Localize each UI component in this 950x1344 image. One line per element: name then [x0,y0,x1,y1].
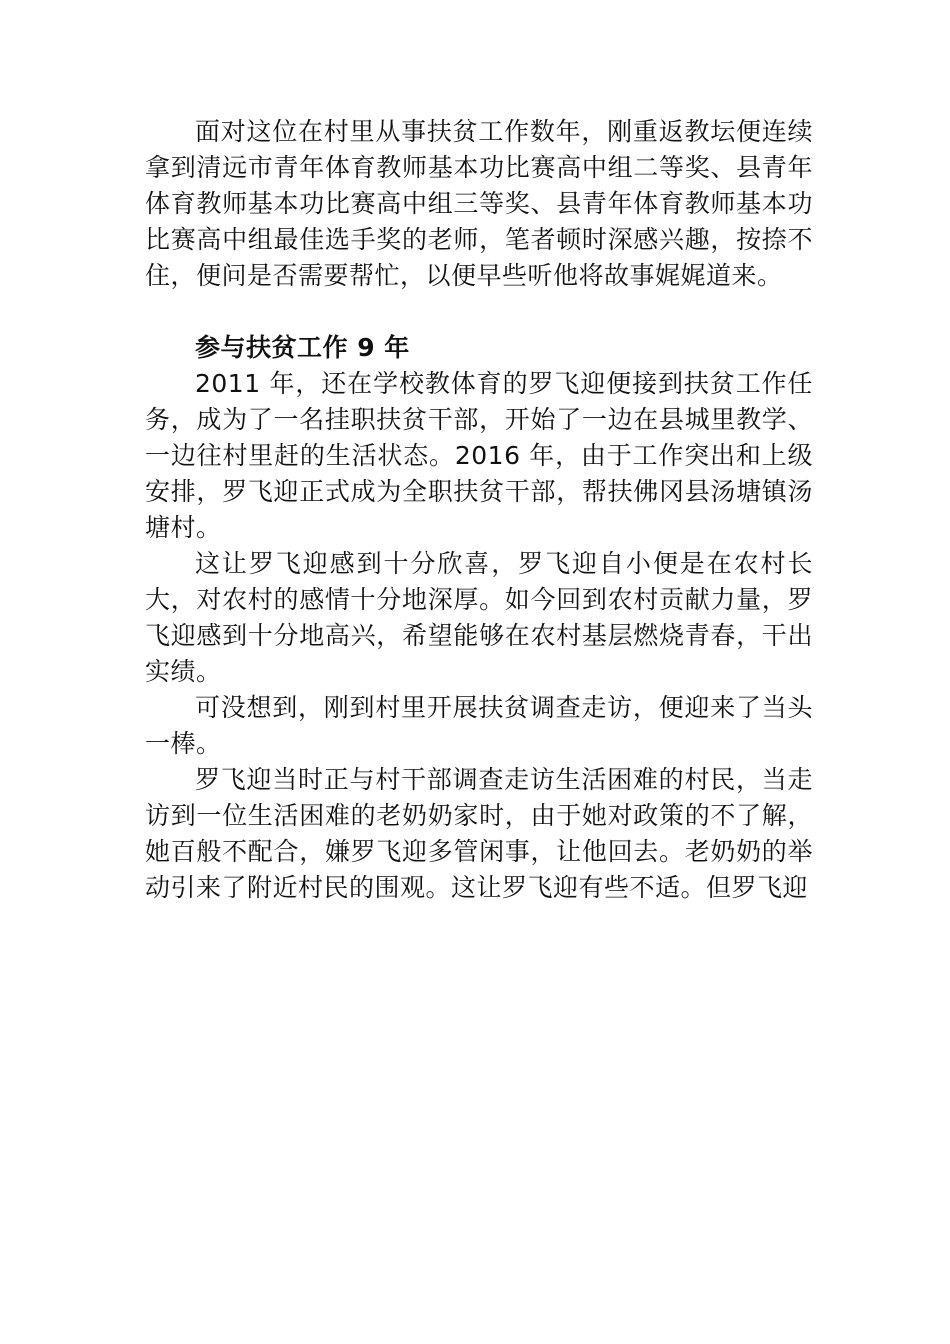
section-heading: 参与扶贫工作 9 年 [195,333,410,362]
paragraph-1: 2011 年，还在学校教体育的罗飞迎便接到扶贫工作任务，成为了一名挂职扶贫干部，开始了一边在县城里教学、一边往村里赶的生活状态。2016 年，由于工作突出和上级安排，罗飞迎正式成为全职扶贫干部，帮扶佛冈县汤塘镇汤塘村。 [145,369,813,542]
paragraph-4: 罗飞迎当时正与村干部调查走访生活困难的村民，当走访到一位生活困难的老奶奶家时，由于她对政策的不了解， 她百般不配合，嫌罗飞迎多管闲事，让他回去。老奶奶的举动引来了附近村民的围观。这让罗飞迎有些不适。但罗飞迎 [145,765,813,902]
paragraph-2: 这让罗飞迎感到十分欣喜，罗飞迎自小便是在农村长大，对农村的感情十分地深厚。如今回到农村贡献力量，罗飞迎感到十分地高兴，希望能够在农村基层燃烧青春，干出实绩。 [145,549,813,686]
document-page [145,114,813,906]
paragraph-3: 可没想到，刚到村里开展扶贫调查走访，便迎来了当头一棒。 [145,693,813,758]
intro-paragraph: 面对这位在村里从事扶贫工作数年，刚重返教坛便连续拿到清远市青年体育教师基本功比赛高中组二等奖、县青年体育教师基本功比赛高中组三等奖、县青年体育教师基本功比赛高中组最佳选手奖的老师，笔者顿时深感兴趣，按捺不住，便问是否需要帮忙，以便早些听他将故事娓娓道来。 [145,117,813,290]
